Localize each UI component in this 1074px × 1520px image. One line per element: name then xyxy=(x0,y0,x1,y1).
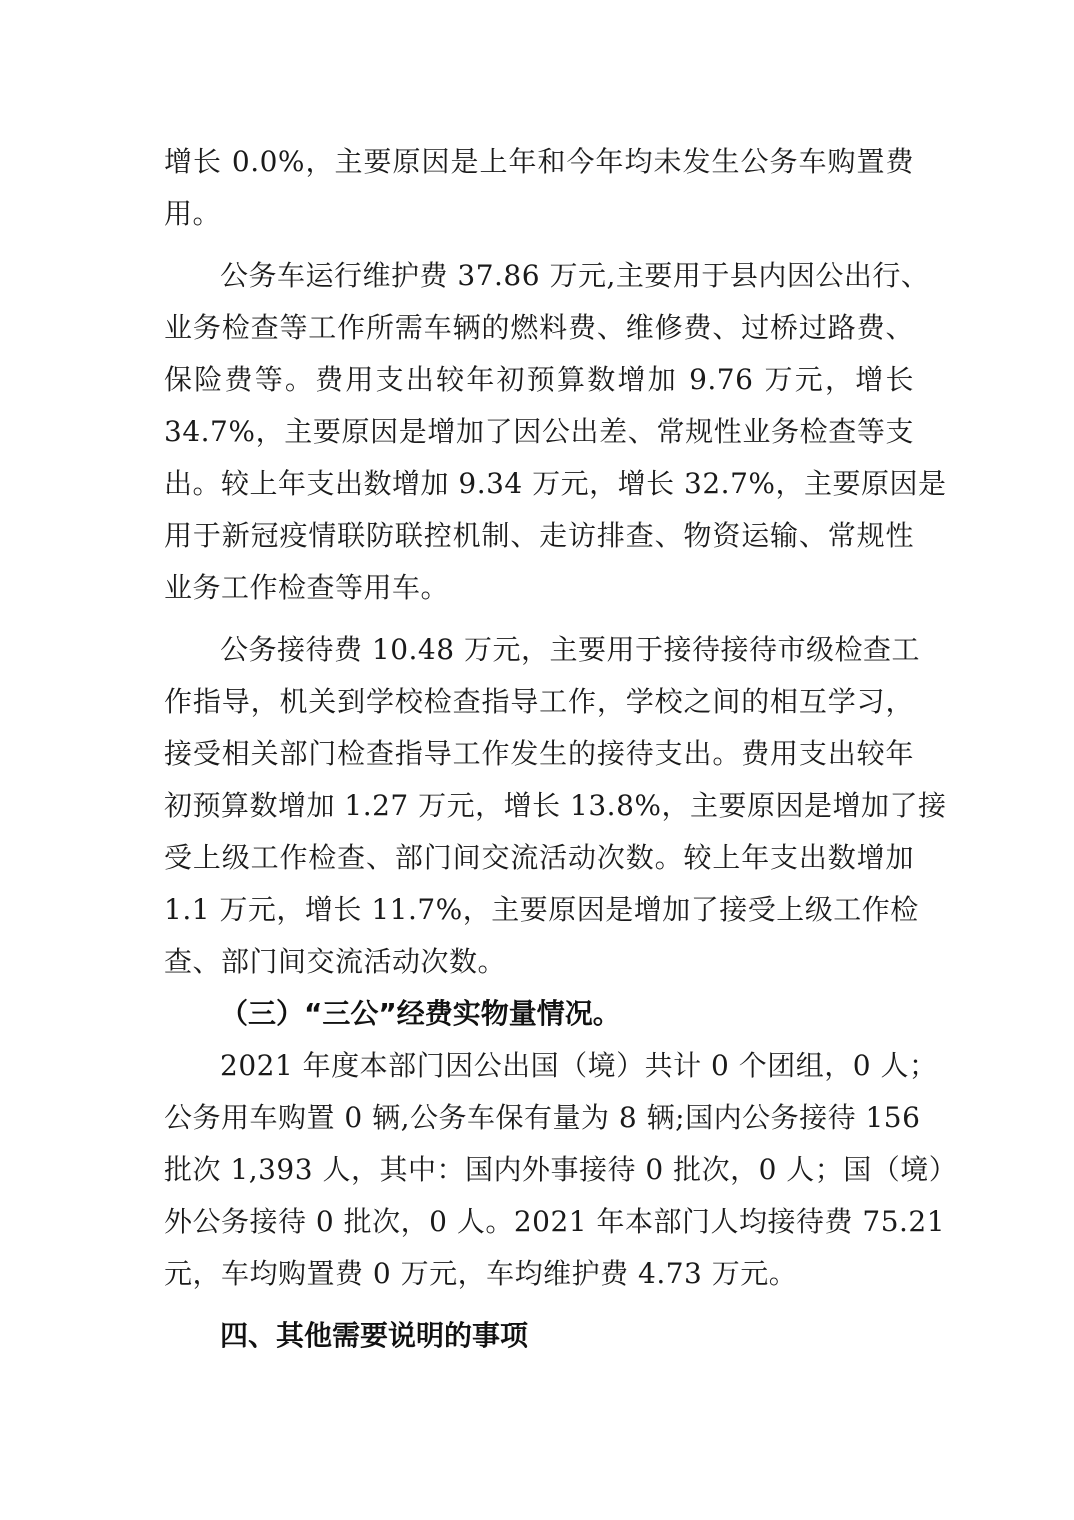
text-line: 初预算数增加 1.27 万元，增长 13.8%，主要原因是增加了接 xyxy=(164,789,947,822)
text-line: 用于新冠疫情联防联控机制、走访排查、物资运输、常规性 xyxy=(164,519,914,552)
text-line: 用。 xyxy=(164,197,222,230)
text-line: 公务用车购置 0 辆,公务车保有量为 8 辆;国内公务接待 156 xyxy=(164,1101,921,1134)
paragraph-reception xyxy=(164,624,947,988)
text-line: 2021 年度本部门因公出国（境）共计 0 个团组，0 人； xyxy=(220,1049,938,1082)
text-line: 公务接待费 10.48 万元，主要用于接待接待市级检查工 xyxy=(220,633,920,666)
text-line: 接受相关部门检查指导工作发生的接待支出。费用支出较年 xyxy=(164,737,914,770)
text-line: 出。较上年支出数增加 9.34 万元，增长 32.7%，主要原因是 xyxy=(164,467,947,500)
document-body xyxy=(164,136,958,1362)
text-line: 查、部门间交流活动次数。 xyxy=(164,945,507,978)
text-line: 业务检查等工作所需车辆的燃料费、维修费、过桥过路费、 xyxy=(164,311,914,344)
paragraph-physical-quantity xyxy=(164,1040,958,1300)
text-line: 业务工作检查等用车。 xyxy=(164,571,450,604)
text-line: 公务车运行维护费 37.86 万元,主要用于县内因公出行、 xyxy=(220,259,930,292)
text-line: 增长 0.0%，主要原因是上年和今年均未发生公务车购置费 xyxy=(164,145,914,178)
section-heading-4: 四、其他需要说明的事项 xyxy=(220,1319,529,1352)
text-line: 保险费等。费用支出较年初预算数增加 9.76 万元，增长 xyxy=(164,363,914,396)
text-line: 外公务接待 0 批次，0 人。2021 年本部门人均接待费 75.21 xyxy=(164,1205,946,1238)
paragraph-car-purchase-end xyxy=(164,136,914,240)
text-line: 批次 1,393 人，其中：国内外事接待 0 批次，0 人；国（境） xyxy=(164,1153,958,1186)
text-line: 受上级工作检查、部门间交流活动次数。较上年支出数增加 xyxy=(164,841,914,874)
text-line: 元，车均购置费 0 万元，车均维护费 4.73 万元。 xyxy=(164,1257,798,1290)
paragraph-car-maintenance xyxy=(164,250,947,614)
text-line: 1.1 万元，增长 11.7%，主要原因是增加了接受上级工作检 xyxy=(164,893,919,926)
text-line: 34.7%，主要原因是增加了因公出差、常规性业务检查等支 xyxy=(164,415,914,448)
text-line: 作指导，机关到学校检查指导工作，学校之间的相互学习， xyxy=(164,685,914,718)
section-heading-3: （三）“三公”经费实物量情况。 xyxy=(220,997,621,1030)
